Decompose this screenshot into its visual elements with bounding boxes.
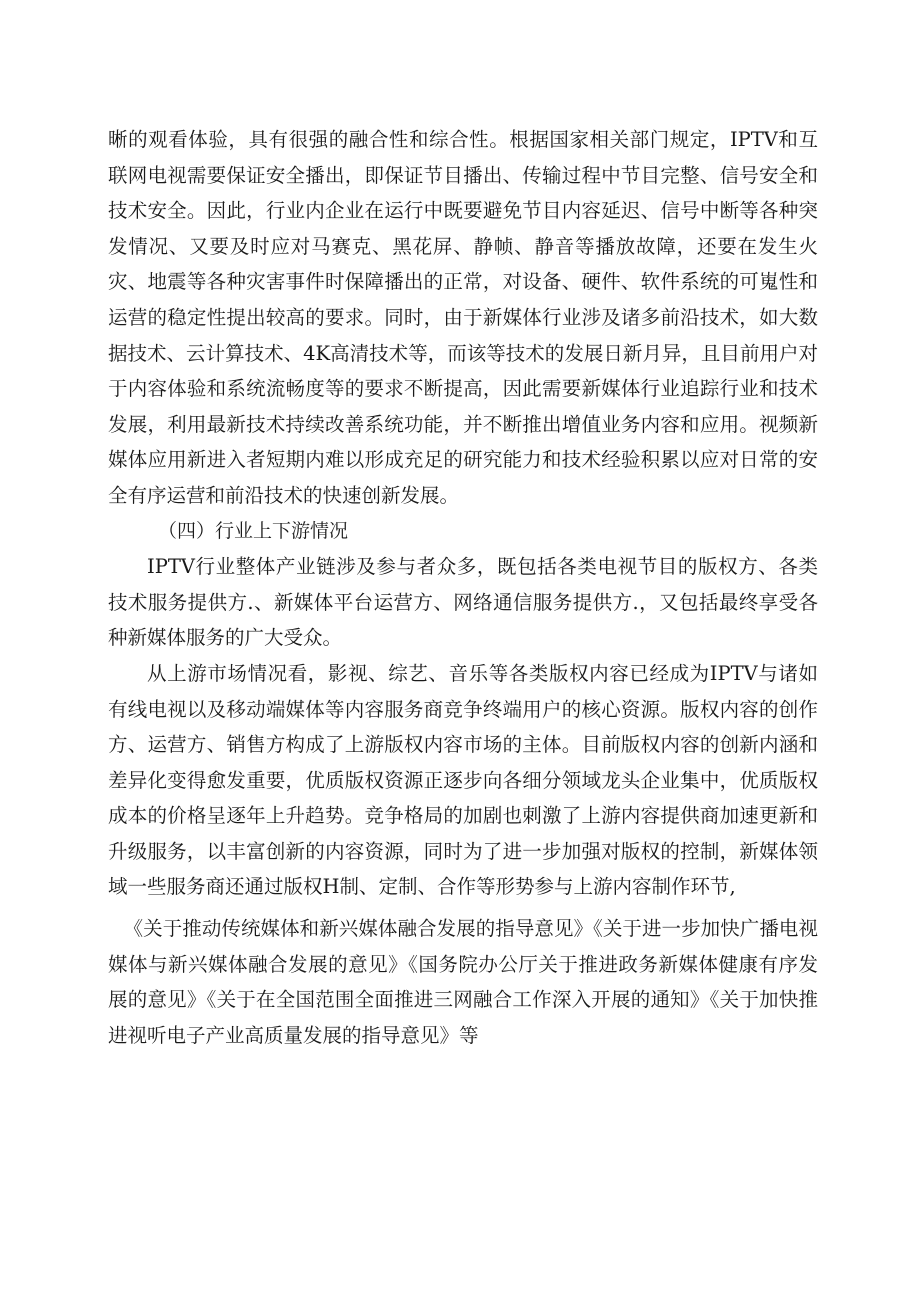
body-paragraph-upstream-market: 从上游市场情况看，影视、综艺、音乐等各类版权内容已经成为IPTV与诸如有线电视以及移动端媒体等内容服务商竞争终端用户的核心资源。版权内容的创作方、运营方、销售方构成了上游版权内容市场的主体。目前版权内容的创新内涵和差异化变得愈发重要，优质版权资源正逐步向各细分领域龙头企业集中，优质版权成本的价格呈逐年上升趋势。竞争格局的加剧也刺激了上游内容提供商加速更新和升级服务，以丰富创新的内容资源，同时为了进一步加强对版权的控制，新媒体领域一些服务商还通过版权H制、定制、合作等形势参与上游内容制作环节, — [108, 661, 818, 899]
footnote-policy-list: 《关于推动传统媒体和新兴媒体融合发展的指导意见》《关于进一步加快广播电视媒体与新兴媒体融合发展的意见》《国务院办公厅关于推进政务新媒体健康有序发展的意见》《关于在全国范围全面推进三网融合工作深入开展的通知》《关于加快推进视听电子产业高质量发展的指导意见》等 — [108, 917, 818, 1047]
body-paragraph-continued: 晰的观看体验，具有很强的融合性和综合性。根据国家相关部门规定，IPTV和互联网电视需要保证安全播出，即保证节目播出、传输过程中节目完整、信号安全和技术安全。因此，行业内企业在运行中既要避免节目内容延迟、信号中断等各种突发情况、又要及时应对马赛克、黑花屏、静帧、静音等播放故障，还要在发生火灾、地震等各种灾害事件时保障播出的正常，对设备、硬件、软件系统的可嵬性和运营的稳定性提出较高的要求。同时，由于新媒体行业涉及诸多前沿技术，如大数据技术、云计算技术、4K高清技术等，而该等技术的发展日新月异，且目前用户对于内容体验和系统流畅度等的要求不断提高，因此需要新媒体行业追踪行业和技术发展，利用最新技术持续改善系统功能，并不断推出增值业务内容和应用。视频新媒体应用新进入者短期内难以形成充足的研究能力和技术经验积累以应对日常的安全有序运营和前沿技术的快速创新发展。 — [108, 128, 818, 507]
section-heading: （四）行业上下游情况 — [158, 519, 349, 542]
document-body — [108, 122, 818, 1053]
body-paragraph-industry-chain: IPTV行业整体产业链涉及参与者众多，既包括各类电视节目的版权方、各类技术服务提供方.、新媒体平台运营方、网络通信服务提供方.，又包括最终享受各种新媒体服务的广大受众。 — [108, 555, 818, 650]
